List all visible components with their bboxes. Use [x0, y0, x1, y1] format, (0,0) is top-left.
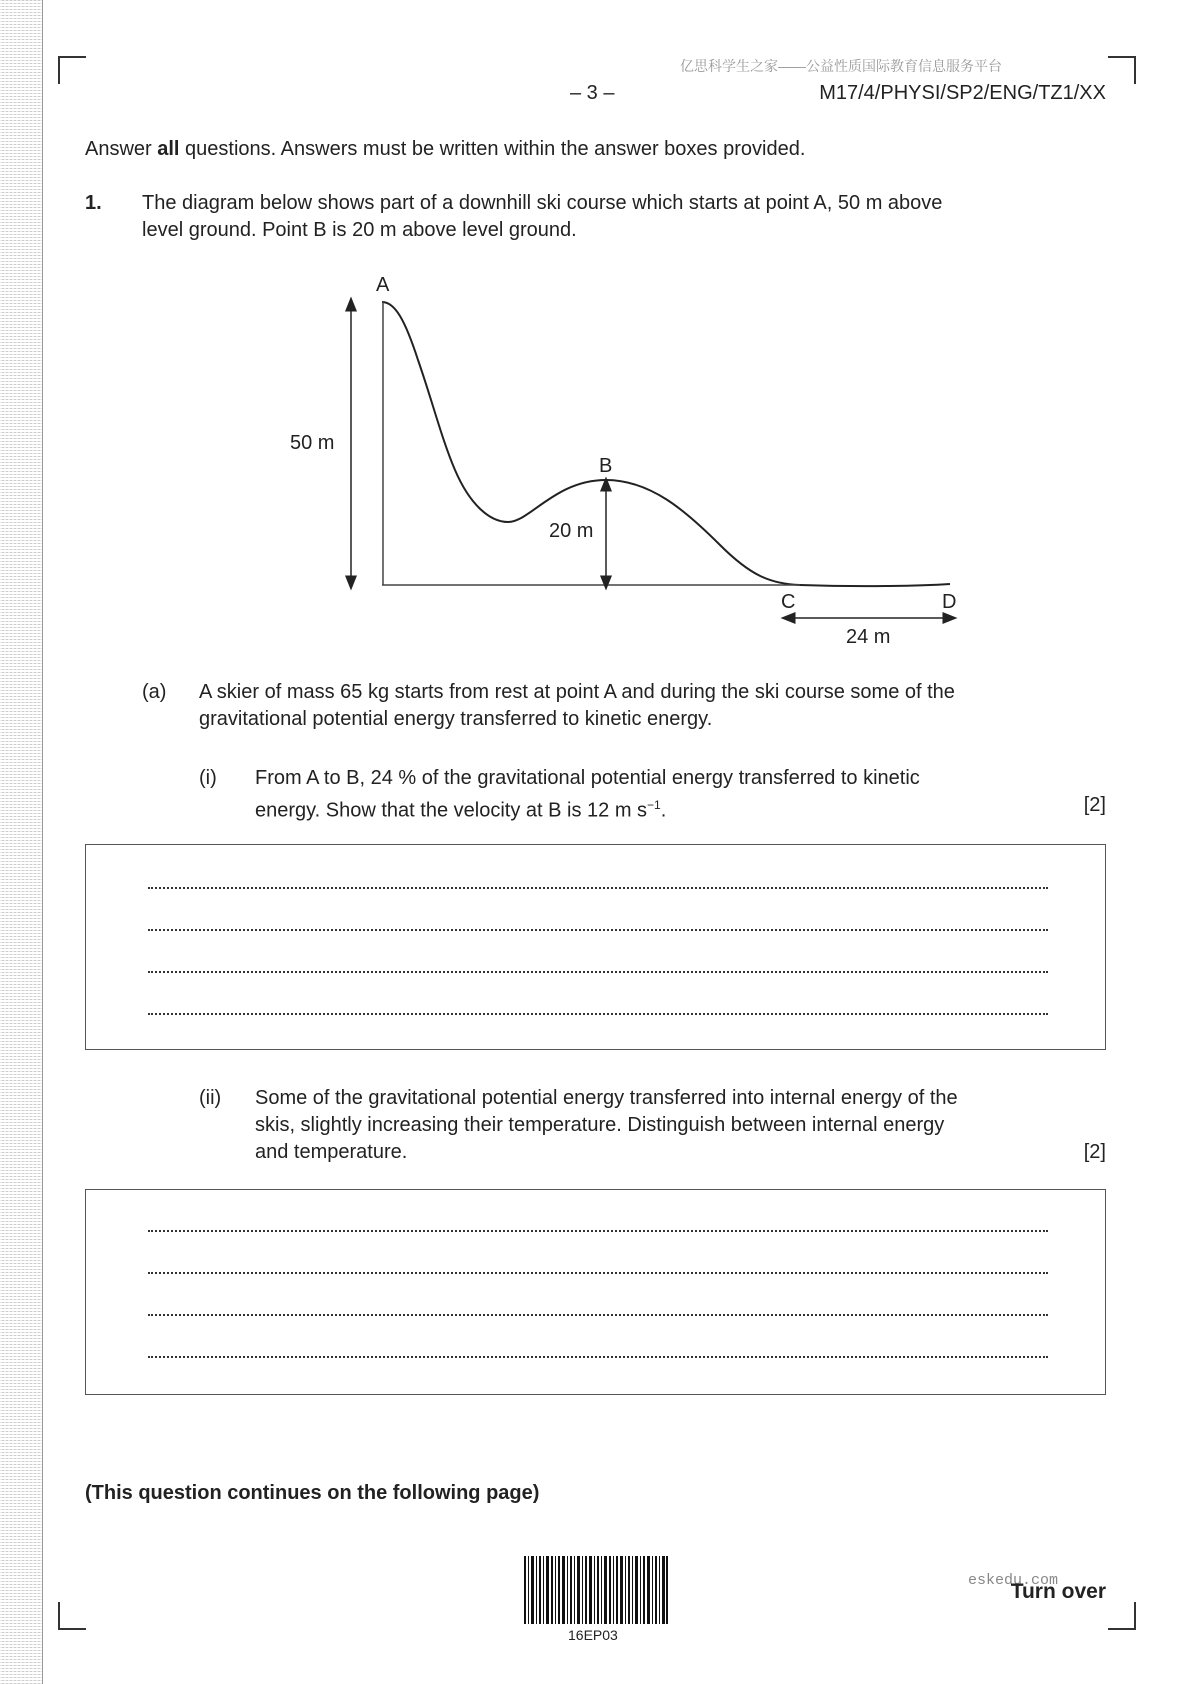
- part-a-i-label: (i): [199, 767, 217, 789]
- answer-line[interactable]: [148, 1230, 1048, 1232]
- ski-course-diagram: [0, 0, 1191, 700]
- question-stem-line1: The diagram below shows part of a downhill ski course which starts at point A, 50 m above: [142, 192, 943, 214]
- question-stem-line2: level ground. Point B is 20 m above level ground.: [142, 219, 577, 241]
- label-point-c: C: [781, 591, 796, 613]
- paper-code: M17/4/PHYSI/SP2/ENG/TZ1/XX: [819, 82, 1106, 104]
- label-height-20m: 20 m: [549, 520, 594, 542]
- answer-line[interactable]: [148, 929, 1048, 931]
- label-height-50m: 50 m: [290, 432, 335, 454]
- label-distance-24m: 24 m: [846, 626, 891, 648]
- part-a-ii-line2: skis, slightly increasing their temperature. Distinguish between internal energy: [255, 1114, 945, 1136]
- part-a-i-marks: [2]: [1083, 794, 1106, 816]
- part-a-i-line2: energy. Show that the velocity at B is 12 m $s^{-1}$.: [255, 798, 667, 822]
- part-a-ii-label: (ii): [199, 1087, 222, 1109]
- answer-line[interactable]: [148, 1013, 1048, 1015]
- part-a-ii-line3: and temperature.: [255, 1141, 408, 1163]
- crop-mark-bottom-right: [1108, 1602, 1136, 1630]
- turn-over: Turn over: [1010, 1580, 1106, 1603]
- part-a-i-line1: From A to B, 24 % of the gravitational potential energy transferred to kinetic: [255, 767, 920, 789]
- part-a-line1: A skier of mass 65 kg starts from rest at point A and during the ski course some of the: [199, 681, 955, 703]
- part-a-line2: gravitational potential energy transferred to kinetic energy.: [199, 708, 713, 730]
- answer-box-a-i[interactable]: [85, 844, 1106, 1050]
- question-number: 1.: [85, 192, 102, 214]
- label-point-b: B: [599, 455, 613, 477]
- label-point-a: A: [376, 274, 390, 296]
- answer-line[interactable]: [148, 1272, 1048, 1274]
- answer-line[interactable]: [148, 971, 1048, 973]
- answer-line[interactable]: [148, 1356, 1048, 1358]
- continues-note: (This question continues on the following page): [85, 1482, 540, 1504]
- barcode-label: 16EP03: [568, 1627, 618, 1643]
- part-a-label: (a): [142, 681, 167, 703]
- header-watermark: 亿思科学生之家——公益性质国际教育信息服务平台: [680, 58, 1002, 74]
- label-point-d: D: [942, 591, 957, 613]
- part-a-ii-line1: Some of the gravitational potential energy transferred into internal energy of the: [255, 1087, 958, 1109]
- answer-line[interactable]: [148, 887, 1048, 889]
- answer-box-a-ii[interactable]: [85, 1189, 1106, 1395]
- page-number: – 3 –: [570, 82, 615, 104]
- answer-line[interactable]: [148, 1314, 1048, 1316]
- part-a-ii-marks: [2]: [1083, 1141, 1106, 1163]
- crop-mark-bottom-left: [58, 1602, 86, 1630]
- footer-watermark: eskedu.com: [968, 1572, 1059, 1589]
- instructions: Answer all questions. Answers must be written within the answer boxes provided.: [85, 138, 806, 160]
- barcode: [524, 1556, 668, 1624]
- ski-course-curve: [382, 302, 950, 586]
